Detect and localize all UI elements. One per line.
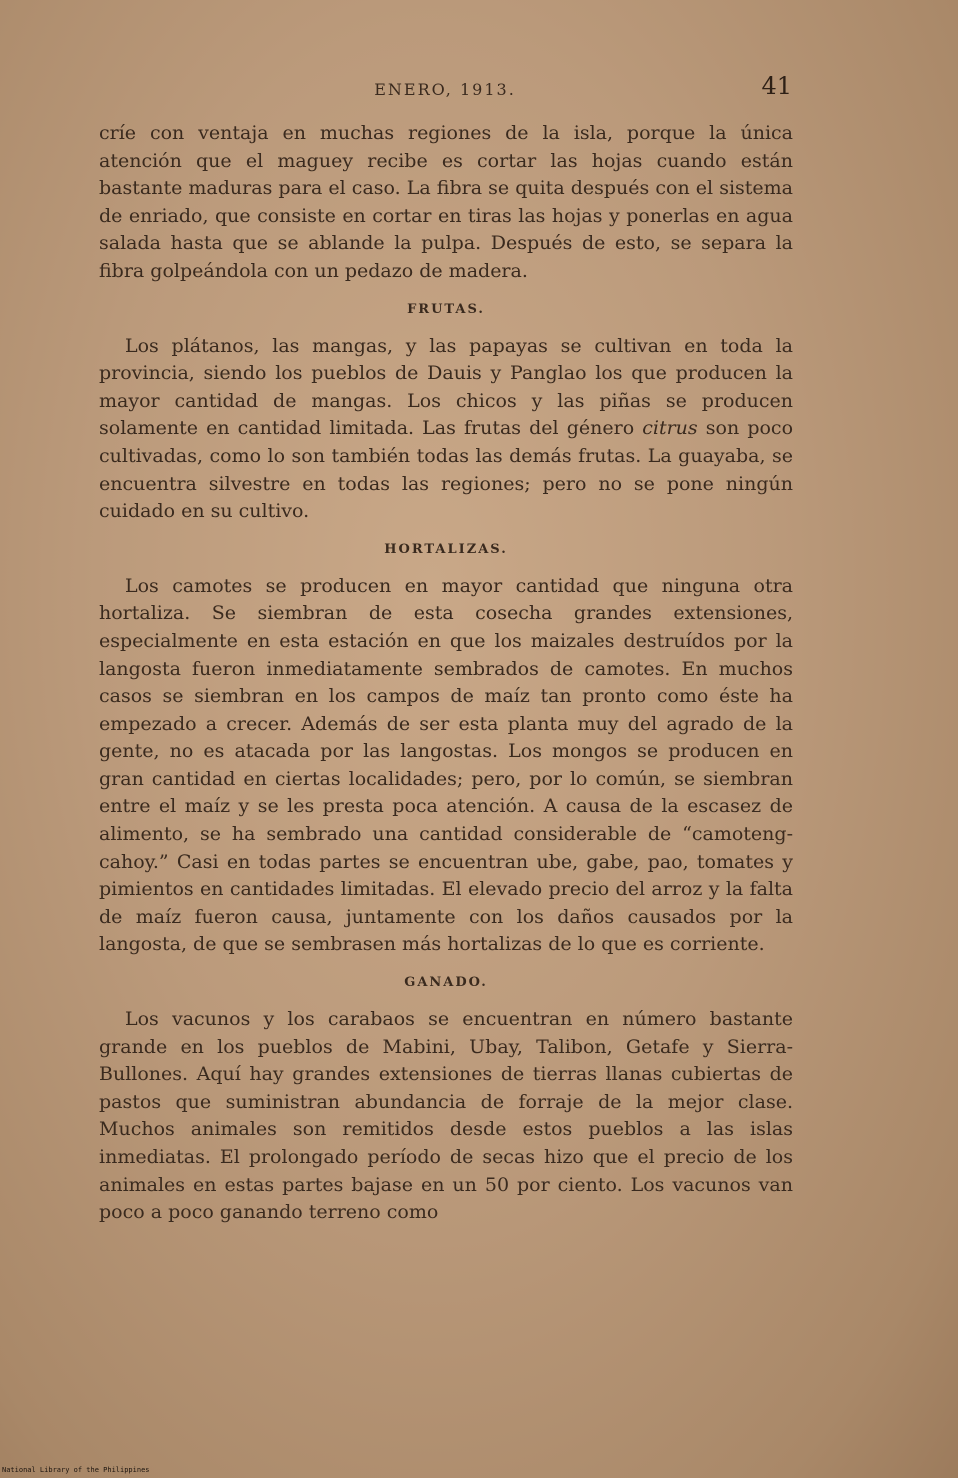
hortalizas-paragraph: Los camotes se producen en mayor cantidad que ninguna otra hortaliza. Se siembran de esta cosecha grandes extensiones, especialmente en esta estación en que los maizales destruídos por la langosta fueron inmediatamente sembrados de camotes. En muchos casos se siembran en los campos de maíz tan pronto como éste ha empezado a crecer. Además de ser esta planta muy del agrado de la gente, no es atacada por las langostas. Los mongos se producen en gran cantidad en ciertas localidades; pero, por lo común, se siembran entre el maíz y se les presta poca atención. A causa de la escasez de alimento, se ha sembrado una cantidad considerable de “camoteng-cahoy.” Casi en todas partes se encuentran ube, gabe, pao, tomates y pimientos en cantidades limitadas. El elevado precio del arroz y la falta de maíz fueron causa, juntamente con los daños causados por la langosta, de que se sembrasen más hortalizas de lo que es corriente.: [99, 574, 793, 956]
running-head: [98, 72, 792, 106]
frutas-paragraph: [99, 333, 793, 526]
intro-paragraph: críe con ventaja en muchas regiones de la isla, porque la única atención que el maguey recibe es cortar las hojas cuando están bastante maduras para el caso. La fibra se quita después con el sistema de enriado, que consiste en cortar en tiras las hojas y ponerlas en agua salada hasta que se ablande la pulpa. Después de esto, se separa la fibra golpeándola con un pedazo de madera.: [99, 122, 793, 282]
frutas-text-part-1: Los plátanos, las mangas, y las papayas se cultivan en toda la provincia, siendo los pueblos de Dauis y Panglao los que producen la mayor cantidad de mangas. Los chicos y las piñas se producen solamente en cantidad limitada. Las frutas del género: [99, 334, 793, 440]
section-heading-ganado: GANADO.: [404, 975, 488, 991]
library-credit: National Library of the Philippines: [2, 1466, 150, 1474]
page-number: 41: [761, 72, 792, 100]
section-heading-hortalizas: HORTALIZAS.: [384, 541, 508, 557]
ganado-paragraph: Los vacunos y los carabaos se encuentran en número bastante grande en los pueblos de Mabini, Ubay, Talibon, Getafe y Sierra-Bullones. Aquí hay grandes extensiones de tierras llanas cubiertas de pastos que suministran abundancia de forraje de la mejor clase. Muchos animales son remitidos desde estos pueblos a las islas inmediatas. El prolongado período de secas hizo que el precio de los animales en estas partes bajase en un 50 por ciento. Los vacunos van poco a poco ganando terreno como: [99, 1008, 793, 1224]
frutas-text-part-2: son poco cultivadas, como lo son también todas las demás frutas. La guayaba, se encuentra silvestre en todas las regiones; pero no se pone ningún cuidado en su cultivo.: [99, 417, 794, 523]
frutas-italic-word: citrus: [642, 417, 698, 440]
section-heading-frutas: FRUTAS.: [407, 301, 485, 317]
body-text: [99, 120, 793, 1227]
running-title: ENERO, 1913.: [374, 80, 516, 99]
